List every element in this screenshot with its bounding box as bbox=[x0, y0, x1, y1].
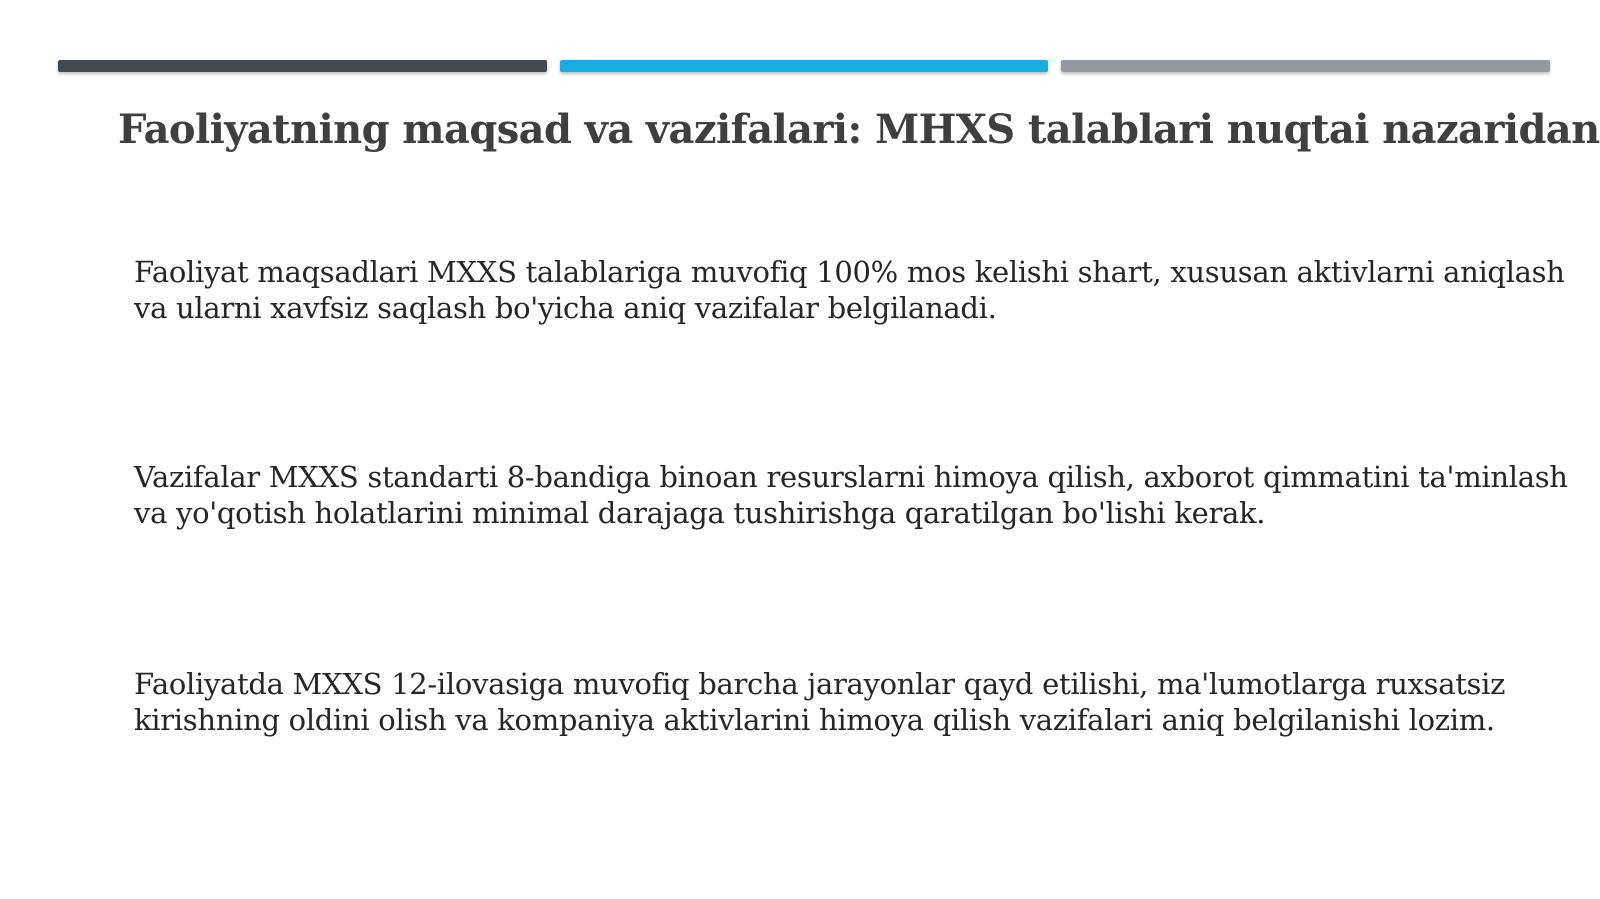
body-paragraph-2: Vazifalar MXXS standarti 8-bandiga binoan resurslarni himoya qilish, axborot qimmatini ta'minlash va yo'qotish holatlarini minimal darajaga tushirishga qaratilgan bo'lishi kerak. bbox=[134, 460, 1568, 530]
body-paragraph-1: Faoliyat maqsadlari MXXS talablariga muvofiq 100% mos kelishi shart, xususan aktivlarni aniqlash va ularni xavfsiz saqlash bo'yicha aniq vazifalar belgilanadi. bbox=[134, 255, 1565, 325]
slide-title: Faoliyatning maqsad va vazifalari: MHXS talablari nuqtai nazaridan bbox=[118, 106, 1600, 153]
header-bar-gray bbox=[1061, 60, 1550, 72]
header-bar-blue bbox=[560, 60, 1048, 72]
header-bar-dark bbox=[58, 60, 547, 72]
body-paragraph-3: Faoliyatda MXXS 12-ilovasiga muvofiq barcha jarayonlar qayd etilishi, ma'lumotlarga ruxsatsiz kirishning oldini olish va kompaniya aktivlarini himoya qilish vazifalari aniq belgilanishi lozim. bbox=[134, 667, 1506, 737]
